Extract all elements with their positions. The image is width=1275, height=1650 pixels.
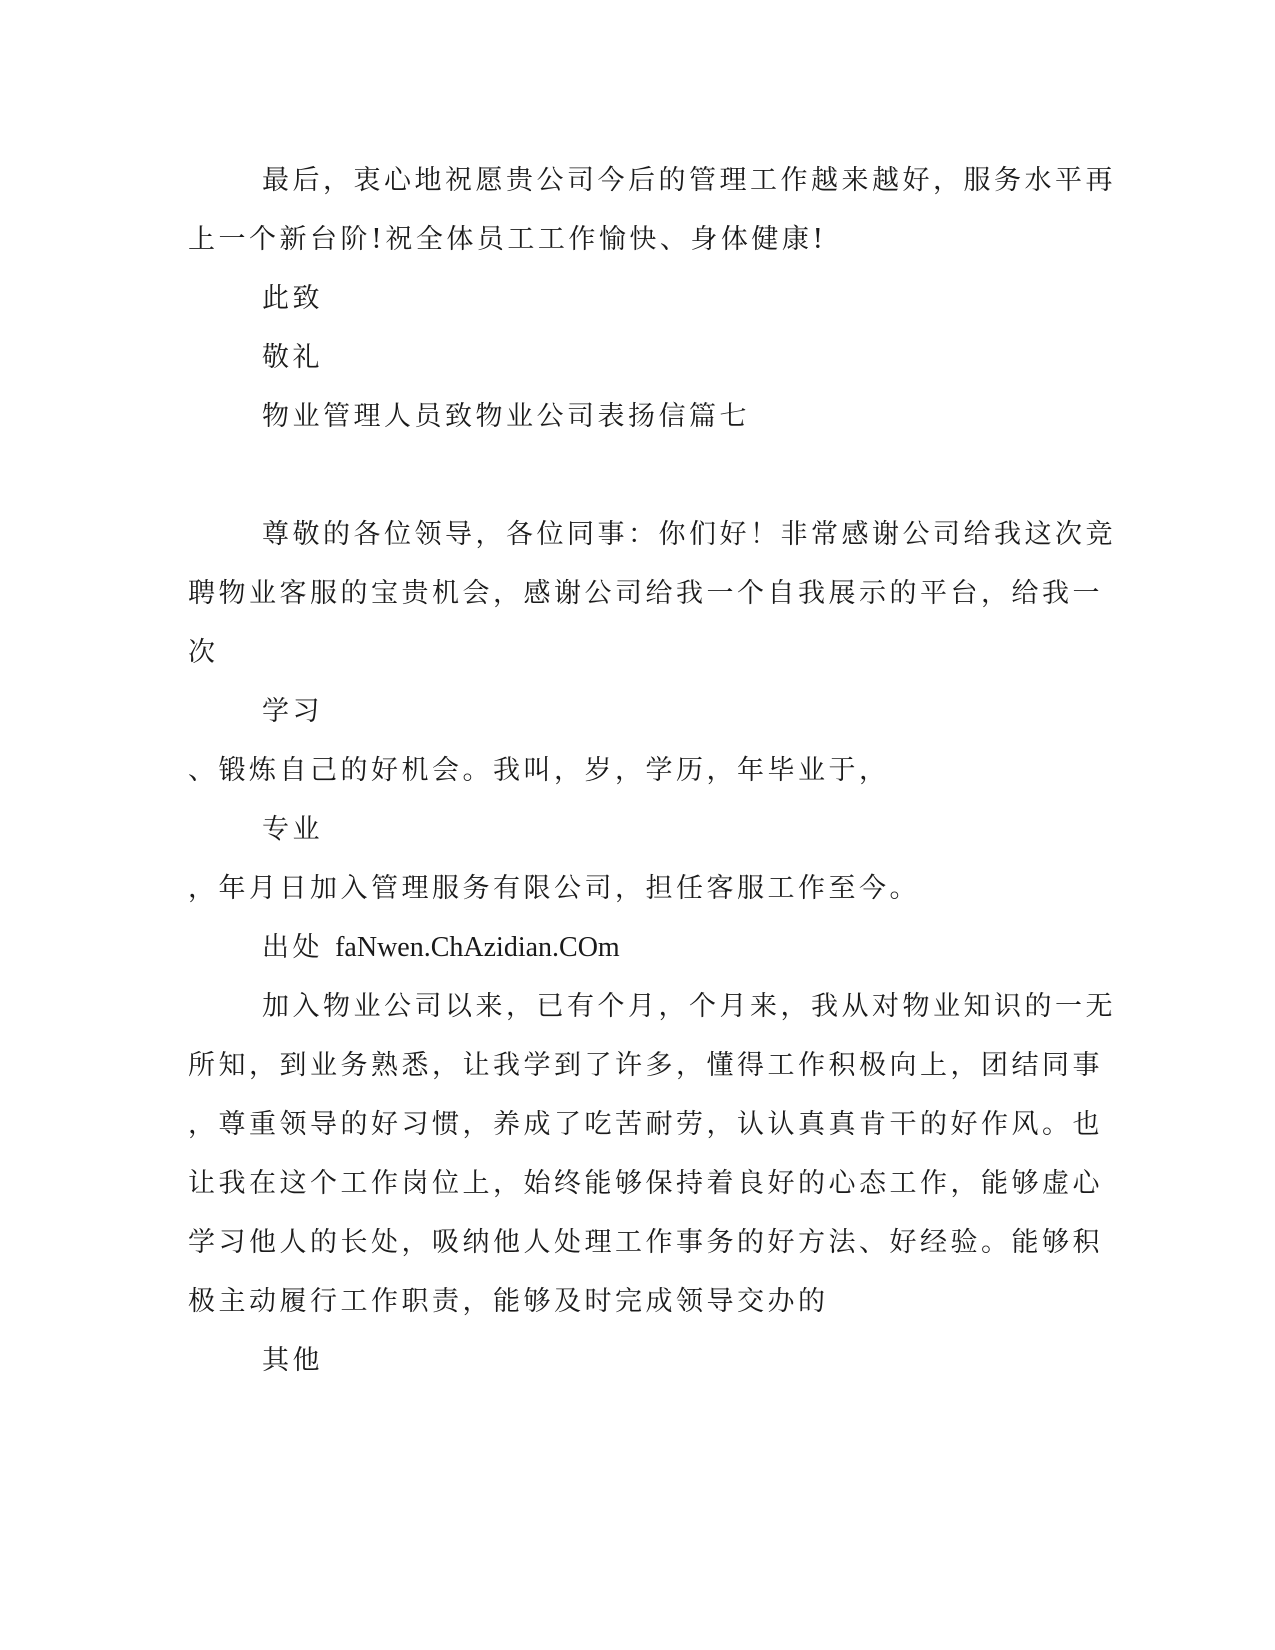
intro-line-4: 、锻炼自己的好机会。我叫，岁，学历，年毕业于， bbox=[188, 755, 890, 786]
closing-line-2: 上一个新台阶!祝全体员工工作愉快、身体健康! bbox=[188, 224, 827, 255]
body-line-6: 极主动履行工作职责，能够及时完成领导交办的 bbox=[188, 1286, 829, 1317]
section-title: 物业管理人员致物业公司表扬信篇七 bbox=[262, 401, 750, 432]
source-line bbox=[262, 934, 620, 962]
closing-line-1: 最后，衷心地祝愿贵公司今后的管理工作越来越好，服务水平再 bbox=[262, 165, 1116, 196]
intro-word-study: 学习 bbox=[262, 696, 323, 727]
source-url: faNwen.ChAzidian.COm bbox=[335, 932, 620, 963]
body-line-2: 所知，到业务熟悉，让我学到了许多，懂得工作积极向上，团结同事 bbox=[188, 1050, 1103, 1081]
intro-line-3: 次 bbox=[188, 637, 219, 668]
salutation-line-1: 此致 bbox=[262, 283, 323, 314]
source-label: 出处 bbox=[262, 932, 323, 963]
intro-line-1: 尊敬的各位领导，各位同事：你们好！非常感谢公司给我这次竞 bbox=[262, 519, 1116, 550]
intro-line-5: ，年月日加入管理服务有限公司，担任客服工作至今。 bbox=[188, 873, 920, 904]
body-line-4: 让我在这个工作岗位上，始终能够保持着良好的心态工作，能够虚心 bbox=[188, 1168, 1103, 1199]
body-line-3: ，尊重领导的好习惯，养成了吃苦耐劳，认认真真肯干的好作风。也 bbox=[188, 1109, 1103, 1140]
body-line-1: 加入物业公司以来，已有个月，个月来，我从对物业知识的一无 bbox=[262, 991, 1116, 1022]
intro-word-major: 专业 bbox=[262, 814, 323, 845]
intro-line-2: 聘物业客服的宝贵机会，感谢公司给我一个自我展示的平台，给我一 bbox=[188, 578, 1103, 609]
body-word-other: 其他 bbox=[262, 1345, 323, 1376]
body-line-5: 学习他人的长处，吸纳他人处理工作事务的好方法、好经验。能够积 bbox=[188, 1227, 1103, 1258]
salutation-line-2: 敬礼 bbox=[262, 342, 323, 373]
